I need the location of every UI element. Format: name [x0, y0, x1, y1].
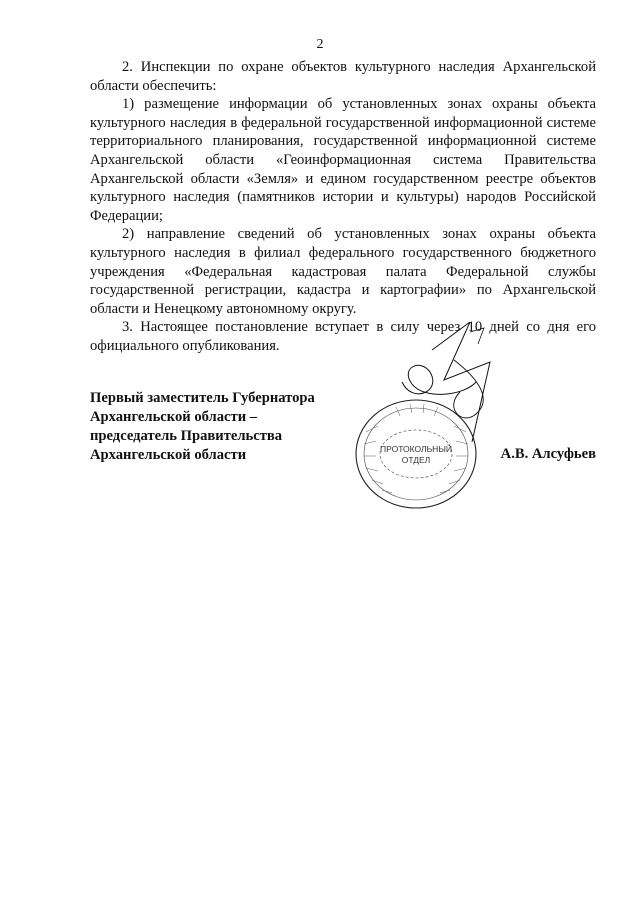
- paragraph-subitem-1: 1) размещение информации об установленных зонах охраны объекта культурного наследия в федеральной государственной информационной системе территориального планирования, государственной информационной системе Архангельской области «Геоинформационная система Правительства Архангельской области «Земля» и едином государственном реестре объектов культурного наследия (памятников истории и культуры) народов Российской Федерации;: [90, 96, 596, 224]
- signatory-title-line: Архангельской области: [90, 447, 247, 463]
- paragraph-item-2: 2. Инспекции по охране объектов культурного наследия Архангельской области обеспечить:: [90, 59, 596, 94]
- handwritten-signature: [372, 322, 512, 442]
- page-number: 2: [316, 37, 324, 52]
- document-body: [90, 58, 596, 356]
- signatory-title-line: Архангельской области –: [90, 409, 258, 425]
- paragraph-subitem-2: 2) направление сведений об установленных зонах охраны объекта культурного наследия в филиал федерального государственного бюджетного учреждения «Федеральная кадастровая палата Федеральной службы государственной регистрации, кадастра и картографии» по Архангельской области и Ненецкому автономному округу.: [90, 226, 596, 317]
- signatory-title-line: Первый заместитель Губернатора: [90, 390, 315, 406]
- signatory-title: [90, 389, 340, 465]
- signer-name: А.В. Алсуфьев: [500, 446, 596, 462]
- signatory-title-line: председатель Правительства: [90, 428, 283, 444]
- stamp-text-line2: ОТДЕЛ: [401, 455, 431, 465]
- paragraph-item-3: 3. Настоящее постановление вступает в силу через 10 дней со дня его официального опубликования.: [90, 319, 596, 354]
- stamp-text-line1: ПРОТОКОЛЬНЫЙ: [380, 444, 452, 454]
